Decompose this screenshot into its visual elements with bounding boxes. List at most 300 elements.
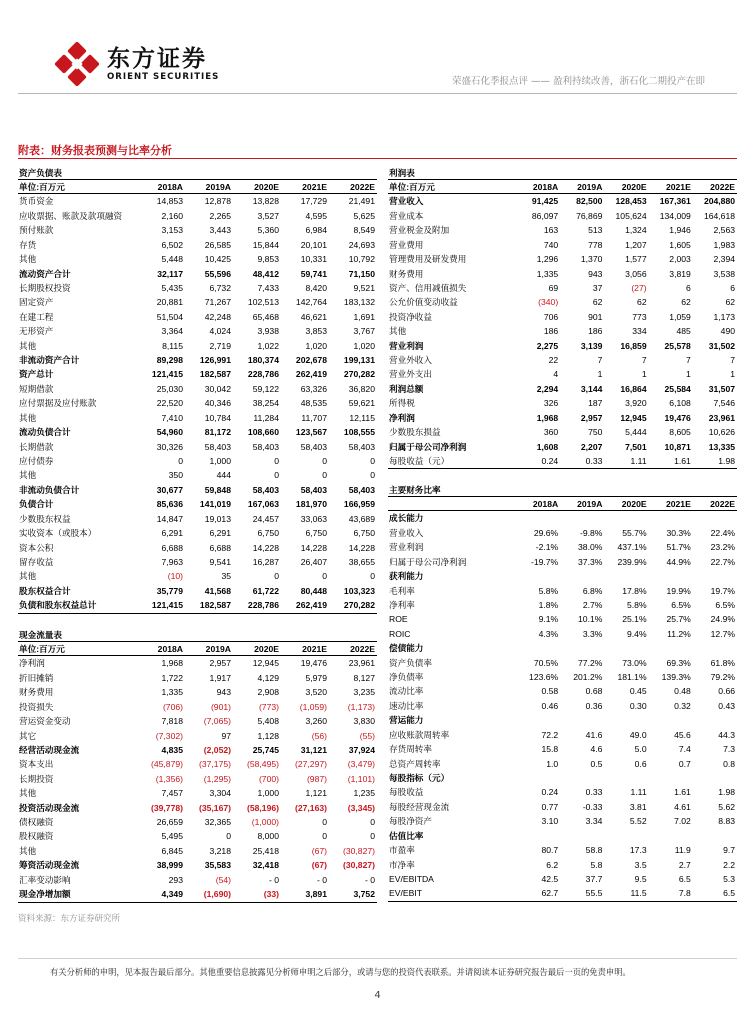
- table-cell: (1,356): [155, 773, 183, 784]
- row-label: 其他: [19, 470, 37, 481]
- table-cell: 11.5: [630, 888, 647, 899]
- table-title: 资产负债表: [18, 166, 377, 180]
- table-cell: 3.81: [629, 801, 647, 812]
- table-row: [18, 786, 377, 800]
- table-cell: 71,267: [204, 297, 231, 308]
- table-cell: 43,689: [348, 513, 375, 524]
- row-label: 净利润: [389, 412, 415, 423]
- unit-label: 单位:百万元: [19, 644, 65, 654]
- table-row: [388, 526, 737, 540]
- table-cell: -19.7%: [530, 556, 559, 567]
- table-row: [18, 555, 377, 569]
- table-cell: 1.11: [630, 456, 647, 467]
- table-cell: 7,457: [161, 788, 183, 799]
- table-row: [18, 685, 377, 699]
- table-cell: 7,818: [161, 716, 183, 727]
- table-cell: 8,605: [669, 427, 691, 438]
- year-header: 2020E: [621, 182, 647, 192]
- table-cell: 37.7: [585, 873, 603, 884]
- table-cell: 6.5: [678, 873, 691, 884]
- table-row: [388, 656, 737, 670]
- row-label: 净利率: [389, 599, 415, 610]
- row-label: 现金净增加额: [19, 889, 71, 900]
- table-cell: 48,535: [300, 398, 327, 409]
- table-row: [388, 555, 737, 569]
- table-cell: 13,828: [252, 196, 279, 207]
- table-cell: 58.8: [585, 845, 603, 856]
- table-cell: 1,121: [305, 788, 327, 799]
- row-label: 应付票据及应付账款: [19, 398, 97, 409]
- table-cell: 58,403: [348, 441, 375, 452]
- table-cell: 123.6%: [529, 672, 559, 683]
- table-cell: [560, 829, 604, 843]
- year-header: 2019A: [205, 182, 231, 192]
- table-row: [18, 598, 377, 612]
- table-cell: 0: [274, 470, 279, 481]
- table-cell: 97: [221, 730, 231, 741]
- table-cell: 49.0: [629, 729, 647, 740]
- table-row: [388, 785, 737, 799]
- table-row: [18, 353, 377, 367]
- row-label: 营业收入: [389, 196, 424, 207]
- financial-ratios-table: [388, 483, 737, 902]
- table-cell: 11,707: [301, 412, 327, 423]
- table-cell: 773: [632, 311, 647, 322]
- row-label: 每股收益（元）: [389, 456, 450, 467]
- table-row: [18, 367, 377, 381]
- table-cell: 0: [322, 571, 327, 582]
- table-cell: 1,020: [353, 340, 375, 351]
- table-cell: 9.5: [634, 873, 647, 884]
- row-label: 利润总额: [389, 383, 424, 394]
- table-cell: 1.11: [630, 787, 647, 798]
- header-divider: [18, 93, 737, 94]
- table-cell: 61,722: [252, 585, 279, 596]
- table-cell: 44.3: [718, 729, 736, 740]
- section-header-row: [388, 641, 737, 655]
- table-cell: 79.2%: [710, 672, 736, 683]
- table-cell: 0.5: [590, 758, 603, 769]
- row-label: 成长能力: [389, 513, 424, 524]
- table-cell: 19,476: [664, 412, 691, 423]
- section-header-row: [388, 569, 737, 583]
- table-cell: (1,101): [347, 773, 375, 784]
- table-row: [388, 814, 737, 828]
- table-cell: [560, 511, 604, 525]
- table-cell: 181,970: [295, 499, 327, 510]
- table-cell: [604, 511, 648, 525]
- table-cell: [693, 511, 737, 525]
- table-cell: 25,578: [664, 340, 691, 351]
- row-label: 投资损失: [19, 701, 54, 712]
- table-cell: 0.24: [541, 787, 559, 798]
- year-header: 2022E: [350, 182, 375, 192]
- row-label: 营业利润: [389, 340, 424, 351]
- table-cell: 14,228: [252, 542, 279, 553]
- table-cell: 20,101: [300, 239, 327, 250]
- table-cell: 4: [553, 369, 559, 380]
- table-cell: 1.61: [674, 456, 691, 467]
- table-cell: 22.4%: [710, 527, 736, 538]
- table-cell: (773): [258, 701, 279, 712]
- year-header: 2018A: [157, 644, 183, 654]
- table-row: [388, 252, 737, 266]
- table-row: [388, 843, 737, 857]
- table-cell: 778: [588, 239, 603, 250]
- unit-label: 单位:百万元: [19, 182, 65, 192]
- table-cell: 1,983: [713, 239, 736, 250]
- table-cell: (901): [210, 701, 231, 712]
- table-cell: 706: [543, 311, 559, 322]
- table-cell: 82,500: [576, 196, 603, 207]
- table-cell: 5,625: [353, 210, 375, 221]
- table-cell: 0.7: [678, 758, 691, 769]
- table-cell: 6.5%: [671, 599, 691, 610]
- table-cell: 1,917: [209, 672, 231, 683]
- table-cell: 69: [548, 282, 559, 293]
- table-cell: 1,059: [669, 311, 691, 322]
- table-cell: 142,764: [295, 297, 327, 308]
- table-cell: 62: [637, 297, 647, 308]
- table-row: [388, 194, 737, 208]
- table-cell: 0: [322, 470, 327, 481]
- table-cell: 55.5: [585, 888, 603, 899]
- table-row: [18, 743, 377, 757]
- table-cell: (67): [311, 860, 327, 871]
- row-label: 市盈率: [389, 845, 415, 856]
- unit-label: 单位:百万元: [389, 182, 435, 192]
- table-cell: 0.45: [629, 686, 647, 697]
- table-cell: 901: [588, 311, 603, 322]
- table-cell: 1,235: [353, 788, 375, 799]
- table-cell: 2.7: [678, 859, 691, 870]
- row-label: EV/EBIT: [389, 888, 422, 899]
- table-cell: 5.8%: [627, 599, 647, 610]
- table-row: [388, 670, 737, 684]
- row-label: 存货周转率: [389, 744, 432, 755]
- row-label: 流动负债合计: [19, 427, 71, 438]
- table-row: [388, 684, 737, 698]
- table-cell: 19,476: [300, 658, 327, 669]
- table-cell: 37: [592, 282, 603, 293]
- table-row: [18, 801, 377, 815]
- table-cell: 3,364: [161, 326, 183, 337]
- table-cell: 3,260: [305, 716, 327, 727]
- table-cell: 1,968: [161, 658, 183, 669]
- table-cell: 37,924: [348, 744, 375, 755]
- table-row: [388, 396, 737, 410]
- table-cell: 2,003: [669, 254, 691, 265]
- table-cell: 51,504: [156, 311, 183, 322]
- report-subtitle: 荣盛石化季报点评 —— 盈利持续改善，浙石化二期投产在即: [451, 76, 705, 87]
- table-cell: 0: [370, 831, 375, 842]
- table-cell: 105,624: [615, 210, 647, 221]
- table-row: [18, 887, 377, 901]
- table-header-row: [18, 180, 377, 194]
- company-logo: [55, 42, 219, 86]
- row-label: 归属于母公司净利润: [389, 556, 467, 567]
- table-cell: 0.43: [718, 700, 736, 711]
- year-header: 2021E: [665, 182, 691, 192]
- table-cell: 3,830: [353, 716, 375, 727]
- table-cell: 3,527: [257, 210, 279, 221]
- table-cell: 3,920: [625, 398, 647, 409]
- table-cell: 187: [588, 398, 603, 409]
- row-label: 长期借款: [19, 441, 54, 452]
- table-cell: 17.8%: [622, 585, 647, 596]
- table-cell: 0: [370, 470, 375, 481]
- table-cell: 16,864: [620, 383, 647, 394]
- row-label: 流动资产合计: [19, 268, 71, 279]
- row-label: 营业税金及附加: [389, 225, 450, 236]
- table-row: [18, 541, 377, 555]
- table-cell: 91,425: [531, 196, 559, 207]
- table-row: [18, 483, 377, 497]
- table-cell: -0.33: [582, 801, 603, 812]
- table-cell: 7,410: [161, 412, 183, 423]
- table-cell: 6,750: [257, 528, 279, 539]
- row-label: 其他: [19, 571, 37, 582]
- row-label: 资本公积: [19, 542, 54, 553]
- table-cell: 37.3%: [578, 556, 603, 567]
- table-cell: 3,891: [305, 889, 327, 900]
- row-label: 营业成本: [389, 210, 424, 221]
- table-cell: 123,567: [295, 427, 327, 438]
- row-label: 应付债券: [19, 456, 54, 467]
- table-cell: 1: [597, 369, 603, 380]
- table-cell: 38,254: [252, 398, 279, 409]
- table-row: [18, 238, 377, 252]
- table-cell: 7,963: [161, 556, 183, 567]
- row-label: 应收票据、账款及款项融资: [19, 210, 123, 221]
- table-cell: 22: [548, 355, 559, 366]
- table-cell: 42,248: [204, 311, 231, 322]
- table-cell: 1,128: [257, 730, 279, 741]
- table-row: [388, 295, 737, 309]
- table-cell: [516, 713, 560, 727]
- row-label: 营业收入: [389, 527, 424, 538]
- row-label: 债权融资: [19, 817, 54, 828]
- row-label: 速动比率: [389, 700, 424, 711]
- table-row: [18, 411, 377, 425]
- table-cell: 6.2: [546, 859, 559, 870]
- table-row: [18, 569, 377, 583]
- table-row: [388, 281, 737, 295]
- table-cell: 2,719: [209, 340, 231, 351]
- table-cell: 12,945: [252, 658, 279, 669]
- row-label: 其它: [19, 730, 37, 741]
- table-cell: 0.77: [541, 801, 559, 812]
- table-row: [18, 829, 377, 843]
- table-cell: 1: [641, 369, 647, 380]
- table-cell: 30,677: [156, 484, 183, 495]
- table-cell: 1,324: [625, 225, 647, 236]
- table-cell: 7.8: [678, 888, 691, 899]
- table-cell: 163: [543, 225, 559, 236]
- table-title: 主要财务比率: [388, 483, 737, 497]
- table-cell: (27,163): [294, 802, 327, 813]
- table-cell: 199,131: [343, 355, 375, 366]
- table-row: [388, 800, 737, 814]
- table-cell: [604, 713, 648, 727]
- table-cell: 2,207: [580, 441, 603, 452]
- table-cell: 2.2: [723, 859, 736, 870]
- table-cell: 3,538: [713, 268, 736, 279]
- year-header: 2018A: [157, 182, 183, 192]
- row-label: 净负债率: [389, 672, 424, 683]
- table-cell: 182,587: [199, 600, 231, 611]
- table-cell: 14,228: [348, 542, 375, 553]
- table-cell: 14,228: [300, 542, 327, 553]
- table-cell: 334: [632, 326, 647, 337]
- table-cell: 0: [178, 456, 183, 467]
- table-cell: 19,013: [204, 513, 231, 524]
- table-cell: 360: [543, 427, 559, 438]
- table-row: [388, 382, 737, 396]
- table-cell: 41.6: [585, 729, 603, 740]
- table-cell: 326: [543, 398, 559, 409]
- table-cell: 4.3%: [538, 628, 559, 639]
- row-label: 投资活动现金流: [19, 802, 80, 813]
- table-cell: 121,415: [151, 369, 183, 380]
- table-cell: [649, 713, 693, 727]
- table-cell: (54): [215, 874, 231, 885]
- row-label: 其他: [19, 340, 37, 351]
- table-cell: 5,360: [257, 225, 279, 236]
- table-cell: 23,961: [348, 658, 375, 669]
- table-row: [388, 757, 737, 771]
- row-label: 其他: [19, 412, 37, 423]
- table-cell: 15,844: [252, 239, 279, 250]
- row-label: 营业外收入: [389, 355, 432, 366]
- table-cell: 31,121: [300, 744, 327, 755]
- table-cell: (1,295): [203, 773, 231, 784]
- table-row: [18, 382, 377, 396]
- table-cell: 5.62: [718, 801, 736, 812]
- table-cell: 3,218: [209, 845, 231, 856]
- row-label: 非流动负债合计: [19, 484, 80, 495]
- table-cell: 0: [274, 456, 279, 467]
- table-row: [388, 324, 737, 338]
- row-label: 汇率变动影响: [19, 874, 71, 885]
- table-cell: 6: [730, 282, 736, 293]
- table-cell: [693, 713, 737, 727]
- table-cell: 70.5%: [533, 657, 559, 668]
- table-cell: 8,549: [353, 225, 375, 236]
- table-cell: 182,587: [199, 369, 231, 380]
- income-statement-table: [388, 166, 737, 469]
- table-cell: 3,153: [161, 225, 183, 236]
- table-cell: 59,621: [348, 398, 375, 409]
- table-cell: 62: [592, 297, 603, 308]
- table-cell: (67): [311, 845, 327, 856]
- table-cell: 32,418: [252, 860, 279, 871]
- table-row: [388, 728, 737, 742]
- table-cell: 46,621: [300, 311, 327, 322]
- table-cell: [649, 829, 693, 843]
- table-cell: 55.7%: [622, 527, 647, 538]
- table-cell: 3,819: [669, 268, 691, 279]
- table-row: [388, 454, 737, 468]
- row-label: 应收账款周转率: [389, 729, 450, 740]
- table-cell: (35,167): [198, 802, 231, 813]
- table-cell: 41,568: [204, 585, 231, 596]
- table-row: [388, 598, 737, 612]
- table-cell: 5,435: [161, 282, 183, 293]
- row-label: 预付账款: [19, 225, 54, 236]
- table-cell: 2,957: [580, 412, 603, 423]
- table-cell: 54,960: [156, 427, 183, 438]
- table-row: [388, 858, 737, 872]
- table-cell: (987): [306, 773, 327, 784]
- row-label: 负债合计: [19, 499, 54, 510]
- table-cell: 7: [686, 355, 691, 366]
- table-cell: 36,820: [348, 383, 375, 394]
- table-cell: 35: [221, 571, 231, 582]
- table-cell: 3,443: [209, 225, 231, 236]
- table-cell: [693, 771, 737, 785]
- table-cell: 77.2%: [578, 657, 603, 668]
- table-cell: 7.4: [678, 744, 691, 755]
- row-label: 少数股东权益: [19, 513, 71, 524]
- table-cell: 1,691: [353, 311, 375, 322]
- table-row: [388, 872, 737, 886]
- table-cell: -2.1%: [535, 542, 559, 553]
- row-label: 实收资本（或股本）: [19, 528, 97, 539]
- table-cell: (700): [258, 773, 279, 784]
- row-label: 非流动资产合计: [19, 355, 80, 366]
- table-cell: 62: [725, 297, 736, 308]
- table-cell: 58,403: [348, 484, 375, 495]
- table-cell: 22.7%: [710, 556, 736, 567]
- table-cell: 121,415: [151, 600, 183, 611]
- table-cell: 164,618: [703, 210, 736, 221]
- logo-english-name: ORIENT SECURITIES: [107, 71, 220, 82]
- table-cell: 2,957: [209, 658, 231, 669]
- table-cell: [516, 511, 560, 525]
- table-cell: 202,678: [295, 355, 327, 366]
- footer-divider: [18, 958, 737, 959]
- table-cell: 1,000: [209, 456, 231, 467]
- orient-logo-icon: [55, 42, 99, 86]
- table-cell: 167,063: [247, 499, 279, 510]
- table-cell: 0: [370, 817, 375, 828]
- table-cell: 15.8: [541, 744, 559, 755]
- table-cell: 5,979: [305, 672, 327, 683]
- table-cell: 0.30: [629, 700, 647, 711]
- table-cell: 9,853: [257, 254, 279, 265]
- table-row: [18, 310, 377, 324]
- table-cell: 10,792: [348, 254, 375, 265]
- table-cell: 7,501: [625, 441, 647, 452]
- table-row: [18, 295, 377, 309]
- row-label: 其他: [19, 845, 37, 856]
- table-row: [388, 411, 737, 425]
- table-cell: 23,961: [708, 412, 736, 423]
- table-row: [388, 238, 737, 252]
- table-cell: 128,453: [615, 196, 647, 207]
- table-cell: [560, 713, 604, 727]
- table-cell: 25,418: [252, 845, 279, 856]
- table-cell: (1,690): [203, 889, 231, 900]
- table-row: [388, 367, 737, 381]
- table-cell: (340): [538, 297, 559, 308]
- table-cell: -9.8%: [579, 527, 603, 538]
- table-cell: 186: [588, 326, 603, 337]
- table-cell: 72.2: [541, 729, 559, 740]
- table-cell: 69.3%: [666, 657, 691, 668]
- row-label: 市净率: [389, 859, 415, 870]
